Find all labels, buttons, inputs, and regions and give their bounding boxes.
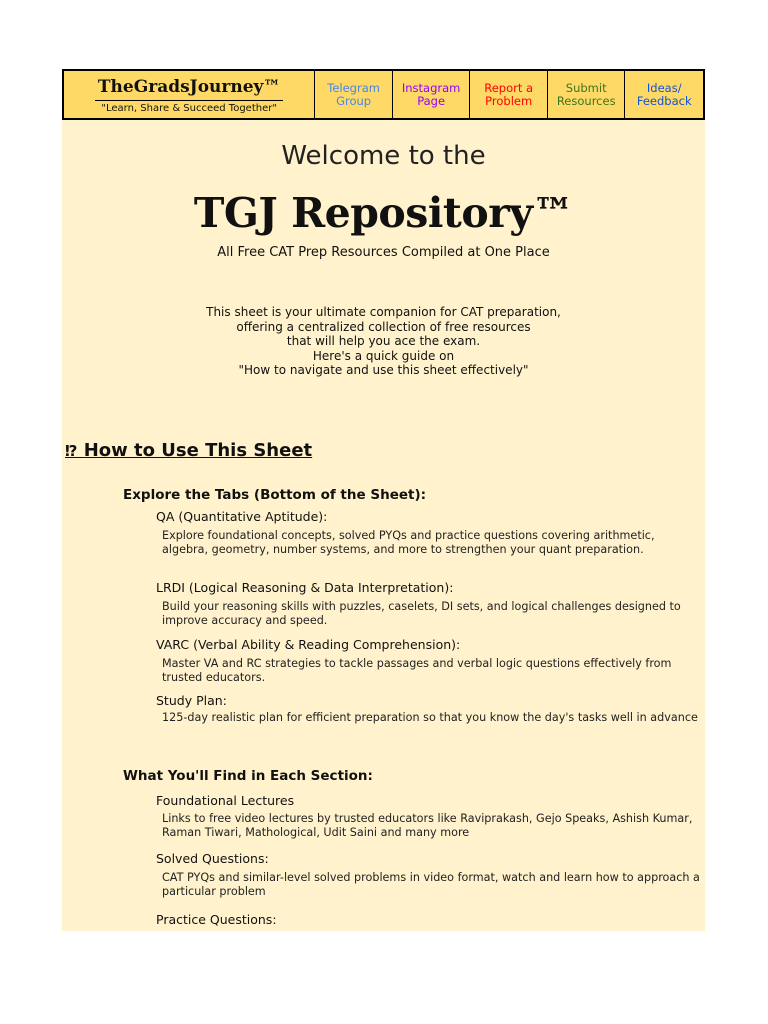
brand-divider — [95, 100, 283, 101]
report-problem-link[interactable]: Report a Problem — [470, 71, 548, 118]
intro-line: offering a centralized collection of free resources — [236, 319, 531, 334]
telegram-group-link[interactable]: Telegram Group — [315, 71, 393, 118]
item-title-lrdi: LRDI (Logical Reasoning & Data Interpretation): — [156, 580, 454, 595]
item-desc-varc: Master VA and RC strategies to tackle passages and verbal logic questions effectively from trusted educators. — [162, 657, 672, 684]
item-desc-foundational-lectures: Links to free video lectures by trusted educators like Raviprakash, Gejo Speaks, Ashish Kumar, Raman Tiwari, Mathological, Udit Saini and many more — [162, 812, 693, 839]
intro-line: "How to navigate and use this sheet effectively" — [238, 363, 529, 377]
sheet — [62, 69, 705, 931]
intro-paragraph — [62, 305, 705, 378]
item-desc-qa: Explore foundational concepts, solved PYQs and practice questions covering arithmetic, algebra, geometry, number systems, and more to strengthen your quant preparation. — [162, 529, 655, 556]
item-desc-study-plan: 125-day realistic plan for efficient preparation so that you know the day's tasks well in advance — [162, 711, 698, 724]
instagram-page-link[interactable]: Instagram Page — [393, 71, 471, 118]
page-subtitle: All Free CAT Prep Resources Compiled at One Place — [217, 245, 550, 260]
howto-heading-text: How to Use This Sheet — [83, 440, 313, 461]
item-title-qa: QA (Quantitative Aptitude): — [156, 509, 328, 524]
header-bar — [62, 69, 705, 120]
item-title-practice-questions: Practice Questions: — [156, 912, 277, 927]
tabs-section-heading: Explore the Tabs (Bottom of the Sheet): — [123, 487, 427, 503]
question-exclamation-icon: ⁉ — [65, 442, 78, 460]
item-title-foundational-lectures: Foundational Lectures — [156, 793, 295, 808]
intro-line: that will help you ace the exam. — [286, 334, 481, 348]
intro-line: This sheet is your ultimate companion for CAT preparation, — [206, 305, 561, 319]
item-desc-lrdi: Build your reasoning skills with puzzles, caselets, DI sets, and logical challenges designed to improve accuracy and speed. — [162, 600, 681, 627]
item-title-study-plan: Study Plan: — [156, 693, 227, 708]
intro-line: Here's a quick guide on — [312, 348, 455, 363]
item-desc-solved-questions: CAT PYQs and similar-level solved problems in video format, watch and learn how to approach a particular problem — [162, 871, 700, 898]
find-section-heading: What You'll Find in Each Section: — [123, 768, 373, 784]
brand-block — [64, 71, 315, 118]
item-title-varc: VARC (Verbal Ability & Reading Comprehension): — [156, 637, 461, 652]
brand-tagline: "Learn, Share & Succeed Together" — [101, 103, 277, 114]
ideas-feedback-link[interactable]: Ideas/ Feedback — [636, 80, 692, 108]
howto-heading — [65, 440, 312, 462]
submit-resources-link[interactable]: Submit Resources — [548, 71, 626, 118]
welcome-text: Welcome to the — [281, 141, 486, 171]
brand-name: TheGradsJourney™ — [97, 77, 281, 97]
item-title-solved-questions: Solved Questions: — [156, 851, 269, 866]
page-title: TGJ Repository™ — [193, 189, 574, 237]
